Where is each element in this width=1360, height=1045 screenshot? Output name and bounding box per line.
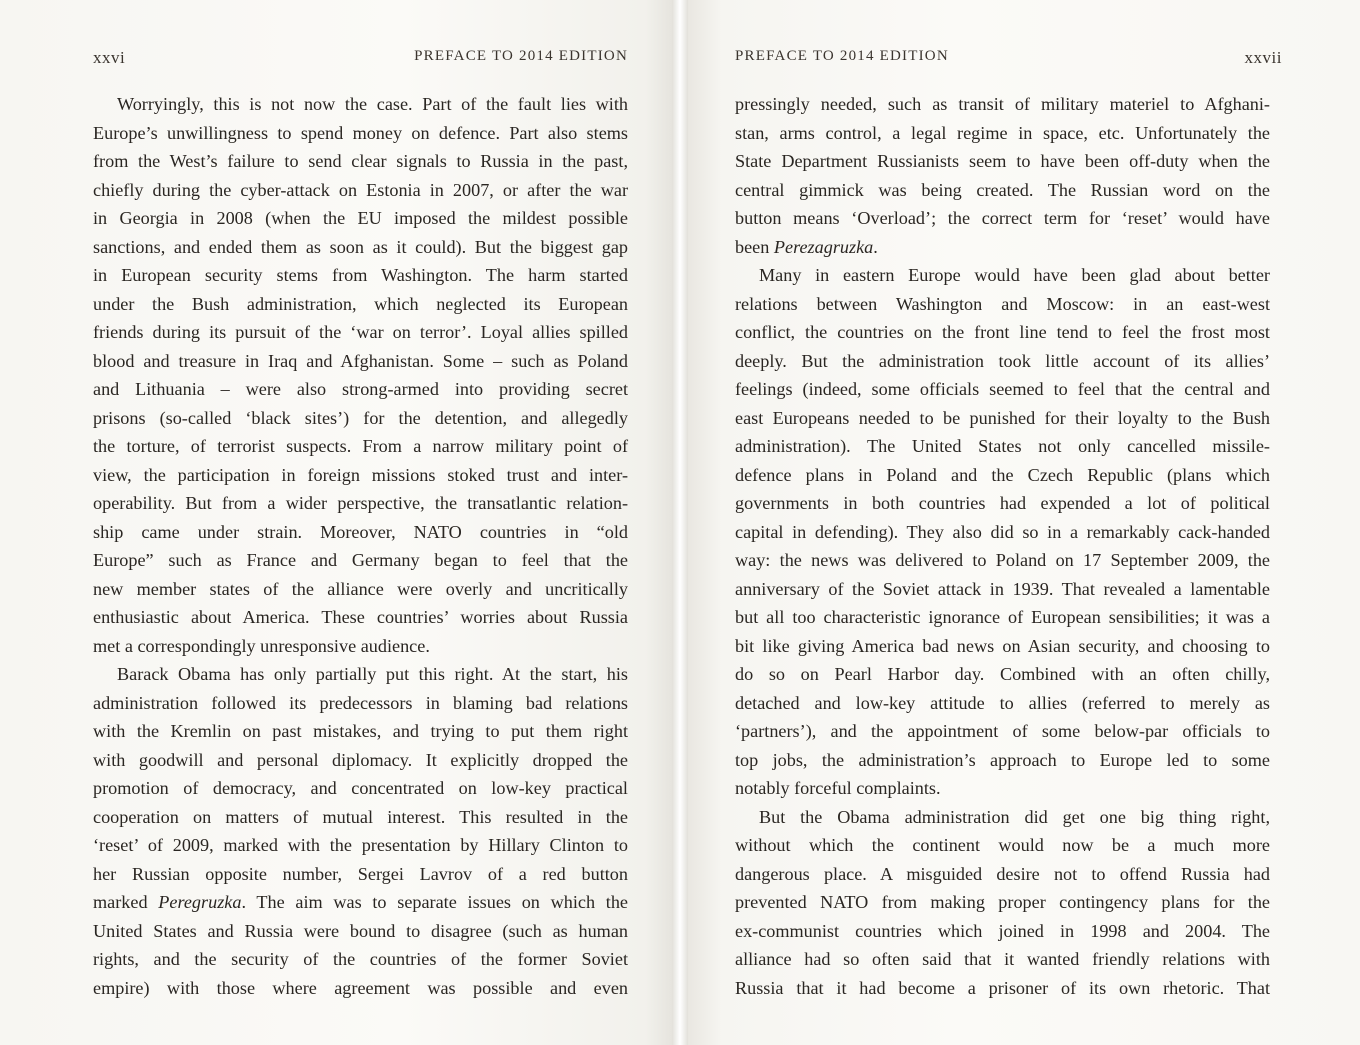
text-line: Many in eastern Europe would have been glad about better bbox=[759, 265, 1270, 285]
text-line: ship came under strain. Moreover, NATO countries in “old bbox=[93, 521, 628, 542]
text-line: Europe” such as France and Germany began to feel that the bbox=[93, 550, 628, 570]
text-fragment: . bbox=[873, 236, 878, 257]
left-page bbox=[0, 0, 672, 1045]
text-line: with goodwill and personal diplomacy. It explicitly dropped the bbox=[93, 749, 628, 770]
right-page bbox=[688, 0, 1360, 1045]
text-line: ‘reset’ of 2009, marked with the presentation by Hillary Clinton to bbox=[93, 835, 628, 855]
running-head-right: PREFACE TO 2014 EDITION bbox=[735, 48, 949, 64]
text-line: prevented NATO from making proper contingency plans for the bbox=[735, 892, 1270, 912]
text-line: sanctions, and ended them as soon as it could). But the biggest gap bbox=[93, 236, 628, 257]
text-line: from the West’s failure to send clear signals to Russia in the past, bbox=[93, 151, 628, 171]
text-line: promotion of democracy, and concentrated on low-key practical bbox=[93, 778, 628, 798]
text-line: do so on Pearl Harbor day. Combined with an often chilly, bbox=[735, 664, 1270, 684]
text-fragment: . The aim was to separate issues on which the bbox=[241, 892, 628, 912]
text-line: anniversary of the Soviet attack in 1939. That revealed a lamentable bbox=[735, 578, 1270, 599]
text-line: and Lithuania – were also strong-armed into providing secret bbox=[93, 379, 628, 399]
text-line: governments in both countries had expended a lot of political bbox=[735, 493, 1270, 513]
text-line: button means ‘Overload’; the correct term for ‘reset’ would have bbox=[735, 208, 1270, 228]
running-head-left: PREFACE TO 2014 EDITION bbox=[414, 48, 628, 64]
text-line: in Georgia in 2008 (when the EU imposed the mildest possible bbox=[93, 208, 628, 228]
text-line: the torture, of terrorist suspects. From a narrow military point of bbox=[93, 436, 628, 456]
text-line: empire) with those where agreement was possible and even bbox=[93, 977, 628, 998]
text-line: her Russian opposite number, Sergei Lavrov of a red button bbox=[93, 863, 628, 884]
text-line: blood and treasure in Iraq and Afghanistan. Some – such as Poland bbox=[93, 350, 628, 371]
text-line: United States and Russia were bound to disagree (such as human bbox=[93, 920, 628, 941]
text-line: Barack Obama has only partially put this right. At the start, his bbox=[117, 664, 628, 684]
text-line: enthusiastic about America. These countries’ worries about Russia bbox=[93, 607, 628, 627]
text-line: way: the news was delivered to Poland on 17 September 2009, the bbox=[735, 550, 1270, 570]
text-line: Europe’s unwillingness to spend money on defence. Part also stems bbox=[93, 122, 628, 143]
text-line: east Europeans needed to be punished for their loyalty to the Bush bbox=[735, 407, 1270, 428]
text-line: deeply. But the administration took little account of its allies’ bbox=[735, 350, 1270, 371]
book-gutter bbox=[672, 0, 688, 1045]
text-line: prisons (so-called ‘black sites’) for the detention, and allegedly bbox=[93, 407, 628, 428]
text-line: under the Bush administration, which neglected its European bbox=[93, 293, 628, 314]
text-line: but all too characteristic ignorance of European sensibilities; it was a bbox=[735, 607, 1270, 627]
text-line: operability. But from a wider perspective, the transatlantic relation- bbox=[93, 493, 628, 513]
page-number-left: xxvi bbox=[93, 48, 126, 67]
paragraph bbox=[93, 660, 628, 1002]
text-line: capital in defending). They also did so in a remarkably cack-handed bbox=[735, 521, 1270, 542]
paragraph bbox=[735, 261, 1270, 803]
text-line: friends during its pursuit of the ‘war on terror’. Loyal allies spilled bbox=[93, 322, 628, 342]
text-line: State Department Russianists seem to have been off-duty when the bbox=[735, 151, 1270, 171]
text-line: met a correspondingly unresponsive audience. bbox=[93, 635, 430, 656]
text-line: top jobs, the administration’s approach to Europe led to some bbox=[735, 749, 1270, 770]
text-line: rights, and the security of the countries of the former Soviet bbox=[93, 949, 628, 969]
paragraph bbox=[93, 90, 628, 660]
italic-term: Peregruzka bbox=[158, 892, 242, 912]
paragraph bbox=[735, 90, 1270, 261]
text-line: But the Obama administration did get one big thing right, bbox=[759, 806, 1270, 827]
text-line: central gimmick was being created. The Russian word on the bbox=[735, 179, 1270, 200]
text-line: with the Kremlin on past mistakes, and trying to put them right bbox=[93, 721, 628, 741]
text-fragment: marked bbox=[93, 892, 159, 912]
text-line: administration followed its predecessors in blaming bad relations bbox=[93, 692, 628, 713]
page-number-right: xxvii bbox=[1244, 48, 1282, 67]
text-line: dangerous place. A misguided desire not to offend Russia had bbox=[735, 863, 1270, 884]
right-body-text bbox=[735, 90, 1270, 1002]
text-line: ‘partners’), and the appointment of some below-par officials to bbox=[735, 721, 1270, 741]
text-line: cooperation on matters of mutual interest. This resulted in the bbox=[93, 806, 628, 827]
text-line: alliance had so often said that it wanted friendly relations with bbox=[735, 949, 1270, 969]
italic-term: Perezagruzka bbox=[773, 236, 874, 257]
text-line: ex-communist countries which joined in 1998 and 2004. The bbox=[735, 920, 1270, 941]
text-line: bit like giving America bad news on Asian security, and choosing to bbox=[735, 635, 1270, 656]
text-line: feelings (indeed, some officials seemed to feel that the central and bbox=[735, 379, 1270, 399]
text-line: Russia that it had become a prisoner of its own rhetoric. That bbox=[735, 977, 1270, 998]
text-line: administration). The United States not only cancelled missile- bbox=[735, 436, 1270, 456]
text-line: notably forceful complaints. bbox=[735, 778, 941, 798]
text-fragment: been bbox=[735, 236, 774, 257]
text-line: relations between Washington and Moscow: in an east-west bbox=[735, 293, 1270, 314]
text-line bbox=[93, 888, 628, 917]
text-line: detached and low-key attitude to allies (referred to merely as bbox=[735, 692, 1270, 713]
text-line: without which the continent would now be a much more bbox=[735, 835, 1270, 855]
text-line: in European security stems from Washington. The harm started bbox=[93, 265, 628, 285]
text-line: stan, arms control, a legal regime in space, etc. Unfortunately the bbox=[735, 122, 1270, 143]
paragraph bbox=[735, 803, 1270, 1003]
text-line: pressingly needed, such as transit of military materiel to Afghani- bbox=[735, 94, 1270, 114]
text-line: new member states of the alliance were overly and uncritically bbox=[93, 578, 628, 599]
text-line: Worryingly, this is not now the case. Part of the fault lies with bbox=[117, 94, 628, 114]
text-line: view, the participation in foreign missions stoked trust and inter- bbox=[93, 464, 628, 485]
text-line: conflict, the countries on the front line tend to feel the frost most bbox=[735, 322, 1270, 342]
text-line bbox=[735, 233, 1270, 262]
text-line: defence plans in Poland and the Czech Republic (plans which bbox=[735, 464, 1270, 485]
left-body-text bbox=[93, 90, 628, 1002]
text-line: chiefly during the cyber-attack on Estonia in 2007, or after the war bbox=[93, 179, 628, 200]
